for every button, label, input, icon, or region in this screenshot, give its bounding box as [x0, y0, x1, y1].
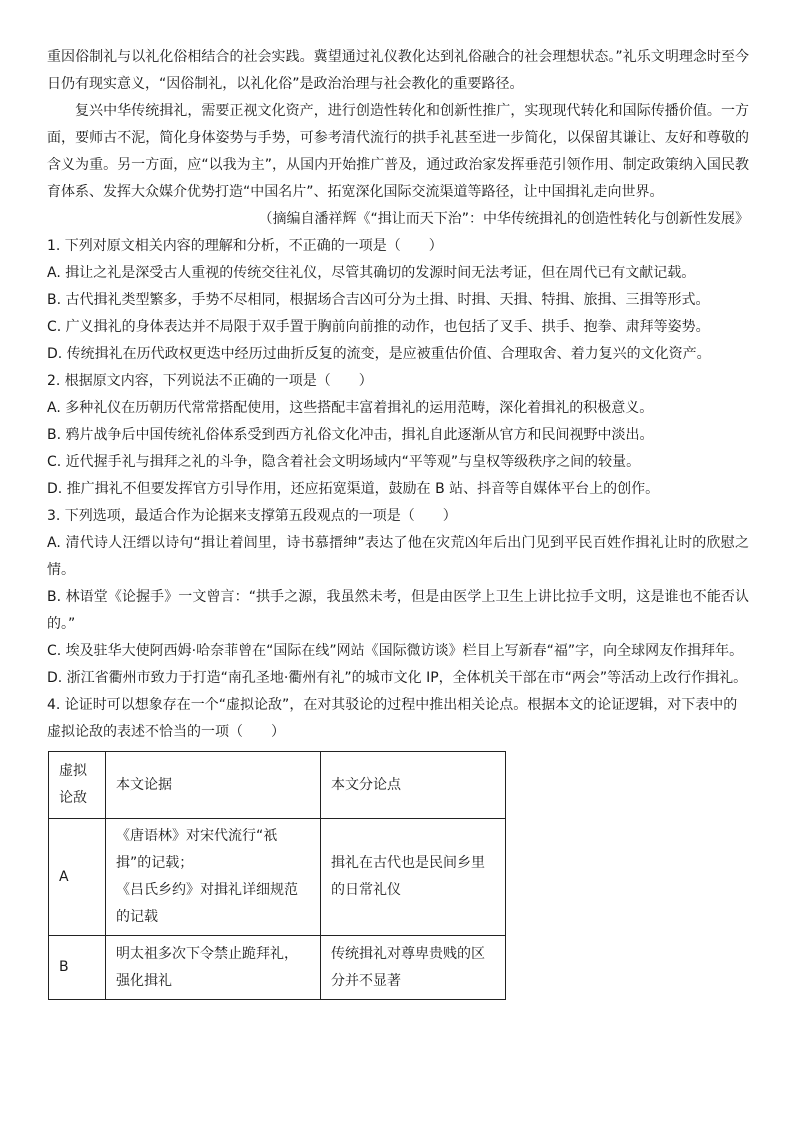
question-4	[47, 692, 749, 1000]
row-label: B	[49, 936, 106, 1000]
question-stem: 1. 下列对原文相关内容的理解和分析，不正确的一项是（ ）	[47, 238, 443, 254]
option-b: B. 鸦片战争后中国传统礼俗体系受到西方礼俗文化冲击，揖礼自此逐渐从官方和民间视野中淡出。	[47, 427, 654, 443]
point-cell: 揖礼在古代也是民间乡里的日常礼仪	[321, 819, 506, 936]
point-cell: 传统揖礼对尊卑贵贱的区分并不显著	[321, 936, 506, 1000]
option-c: C. 近代握手礼与揖拜之礼的斗争，隐含着社会文明场域内“平等观”与皇权等级秩序之间的较量。	[47, 454, 641, 470]
option-d: D. 传统揖礼在历代政权更迭中经历过曲折反复的流变，是应被重估价值、合理取舍、着力复兴的文化资产。	[47, 346, 711, 362]
passage-paragraph: 重因俗制礼与以礼化俗相结合的社会实践。冀望通过礼仪教化达到礼俗融合的社会理想状态。”礼乐文明理念时至今日仍有现实意义，“因俗制礼，以礼化俗”是政治治理与社会教化的重要路径。	[47, 49, 749, 92]
option-b: B. 林语堂《论握手》一文曾言：“拱手之源，我虽然未考，但是由医学上卫生上讲比拉手文明，这是谁也不能否认的。”	[47, 589, 749, 632]
question-stem: 3. 下列选项，最适合作为论据来支撑第五段观点的一项是（ ）	[47, 508, 457, 524]
table-row	[49, 936, 506, 1000]
option-c: C. 广义揖礼的身体表达并不局限于双手置于胸前向前推的动作，也包括了叉手、拱手、抱拳、肃拜等姿势。	[47, 319, 710, 335]
option-a: A. 揖让之礼是深受古人重视的传统交往礼仪，尽管其确切的发源时间无法考证，但在周代已有文献记载。	[47, 265, 696, 281]
evidence-cell	[106, 819, 321, 936]
evidence-text: 《唐语林》对宋代流行“祇揖”的记载；	[116, 828, 278, 871]
option-b: B. 古代揖礼类型繁多，手势不尽相同，根据场合吉凶可分为土揖、时揖、天揖、特揖、旅揖、三揖等形式。	[47, 292, 710, 308]
option-a: A. 清代诗人汪缙以诗句“揖让着闾里，诗书慕搢绅”表达了他在灾荒凶年后出门见到平民百姓作揖礼让时的欣慰之情。	[47, 535, 749, 578]
row-label: A	[49, 819, 106, 936]
option-a: A. 多种礼仪在历朝历代常常搭配使用，这些搭配丰富着揖礼的运用范畴，深化着揖礼的积极意义。	[47, 400, 654, 416]
table-header-cell: 本文分论点	[321, 752, 506, 819]
table-header-cell: 本文论据	[106, 752, 321, 819]
source-citation: （摘编自潘祥辉《“揖让而天下治”：中华传统揖礼的创造性转化与创新性发展》	[258, 211, 749, 227]
evidence-text: 《吕氏乡约》对揖礼详细规范的记载	[116, 882, 298, 925]
document-page	[47, 44, 749, 1000]
question-stem: 2. 根据原文内容，下列说法不正确的一项是（ ）	[47, 373, 373, 389]
argument-table	[48, 751, 506, 1000]
question-1	[47, 233, 749, 368]
question-3	[47, 503, 749, 692]
table-row	[49, 819, 506, 936]
table-header-row	[49, 752, 506, 819]
table-header-cell: 虚拟论敌	[49, 752, 106, 819]
question-2	[47, 368, 749, 503]
evidence-cell: 明太祖多次下令禁止跪拜礼，强化揖礼	[106, 936, 321, 1000]
option-d: D. 推广揖礼不但要发挥官方引导作用，还应拓宽渠道，鼓励在 B 站、抖音等自媒体平台上的创作。	[47, 481, 660, 497]
option-c: C. 埃及驻华大使阿西姆·哈奈菲曾在“国际在线”网站《国际微访谈》栏目上写新春“福”字，向全球网友作揖拜年。	[47, 643, 744, 659]
question-stem: 4. 论证时可以想象存在一个“虚拟论敌”，在对其驳论的过程中推出相关论点。根据本文的论证逻辑，对下表中的虚拟论敌的表述不恰当的一项（ ）	[47, 697, 738, 740]
option-d: D. 浙江省衢州市致力于打造“南孔圣地·衢州有礼”的城市文化 IP，全体机关干部在市“两会”等活动上改行作揖礼。	[47, 670, 748, 686]
passage-paragraph: 复兴中华传统揖礼，需要正视文化资产，进行创造性转化和创新性推广，实现现代转化和国际传播价值。一方面，要师古不泥，简化身体姿势与手势，可参考清代流行的拱手礼甚至进一步简化，以保留其谦让、友好和尊敬的含义为重。另一方面，应“以我为主”，从国内开始推广普及，通过政治家发挥垂范引领作用、制定政策纳入国民教育体系、发挥大众媒介优势打造“中国名片”、拓宽深化国际交流渠道等路径，让中国揖礼走向世界。	[47, 103, 749, 200]
